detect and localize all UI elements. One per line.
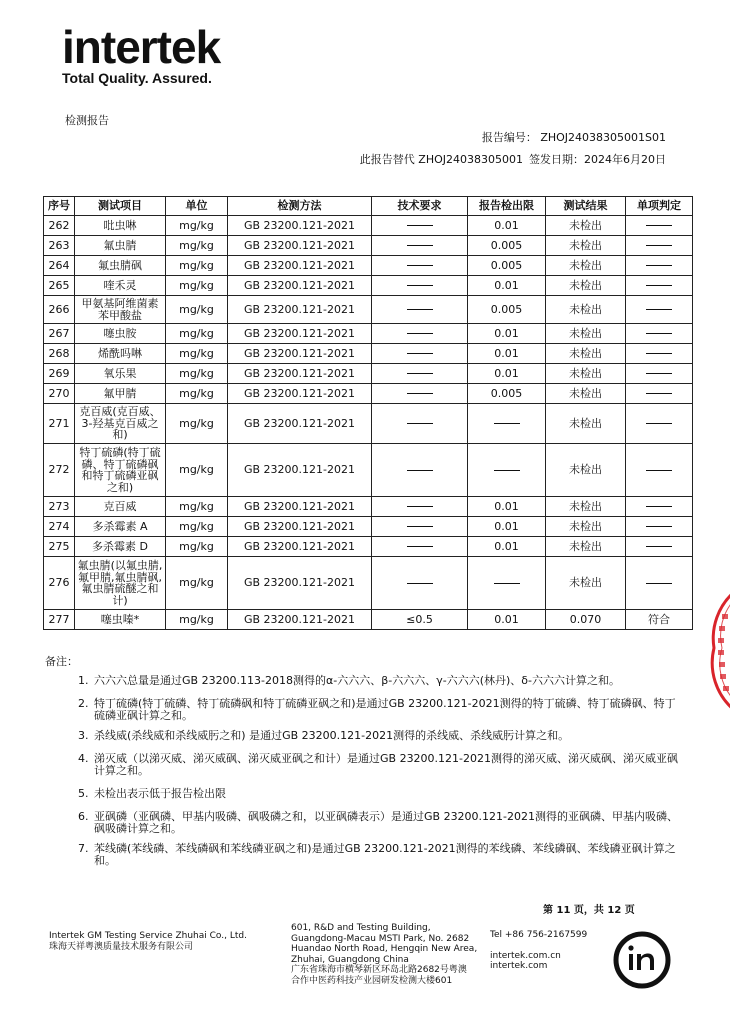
results-table bbox=[43, 196, 693, 630]
test-item: 克百威 bbox=[75, 497, 166, 517]
dash-placeholder bbox=[407, 245, 433, 246]
test-method: GB 23200.121-2021 bbox=[228, 344, 372, 364]
judgement: 符合 bbox=[626, 610, 693, 630]
detection-limit: 0.005 bbox=[468, 236, 546, 256]
unit: mg/kg bbox=[166, 324, 228, 344]
col-header: 检测方法 bbox=[228, 197, 372, 216]
test-result: 0.070 bbox=[546, 610, 626, 630]
table-row bbox=[44, 236, 693, 256]
table-row bbox=[44, 497, 693, 517]
note-item bbox=[62, 730, 679, 742]
test-method: GB 23200.121-2021 bbox=[228, 216, 372, 236]
test-method: GB 23200.121-2021 bbox=[228, 557, 372, 610]
detection-limit: 0.01 bbox=[468, 216, 546, 236]
test-item: 甲氨基阿维菌素苯甲酸盐 bbox=[75, 296, 166, 324]
report-replace-line bbox=[354, 151, 666, 167]
row-number: 263 bbox=[44, 236, 75, 256]
row-number: 267 bbox=[44, 324, 75, 344]
table-row bbox=[44, 324, 693, 344]
address-line: Huandao North Road, Hengqin New Area, bbox=[291, 944, 478, 954]
document-type: 检测报告 bbox=[65, 114, 109, 127]
test-method: GB 23200.121-2021 bbox=[228, 497, 372, 517]
unit: mg/kg bbox=[166, 296, 228, 324]
requirement bbox=[372, 256, 468, 276]
note-number: 4. bbox=[78, 752, 89, 765]
dash-placeholder bbox=[407, 333, 433, 334]
judgement bbox=[626, 216, 693, 236]
detection-limit: 0.01 bbox=[468, 610, 546, 630]
judgement bbox=[626, 497, 693, 517]
requirement bbox=[372, 384, 468, 404]
company-seal-icon bbox=[700, 588, 730, 718]
dash-placeholder bbox=[407, 285, 433, 286]
company-name-en: Intertek GM Testing Service Zhuhai Co., Ltd. bbox=[49, 931, 247, 941]
test-method: GB 23200.121-2021 bbox=[228, 236, 372, 256]
note-item bbox=[62, 788, 679, 800]
detection-limit: 0.01 bbox=[468, 276, 546, 296]
judgement bbox=[626, 236, 693, 256]
dash-placeholder bbox=[646, 265, 672, 266]
dash-placeholder bbox=[407, 373, 433, 374]
col-header: 报告检出限 bbox=[468, 197, 546, 216]
test-item: 烯酰吗啉 bbox=[75, 344, 166, 364]
address-line: Guangdong-Macau MSTI Park, No. 2682 bbox=[291, 933, 470, 944]
test-item: 噻虫胺 bbox=[75, 324, 166, 344]
telephone: Tel +86 756-2167599 bbox=[490, 930, 588, 940]
test-item: 特丁硫磷(特丁硫磷、特丁硫磷砜和特丁硫磷亚砜之和) bbox=[75, 444, 166, 497]
unit: mg/kg bbox=[166, 497, 228, 517]
note-text: 苯线磷(苯线磷、苯线磷砜和苯线磷亚砜之和)是通过GB 23200.121-2021测得的苯线磷、苯线磷砜、苯线磷亚砜计算之和。 bbox=[94, 842, 676, 867]
test-item: 噻虫嗪* bbox=[75, 610, 166, 630]
test-method: GB 23200.121-2021 bbox=[228, 296, 372, 324]
dash-placeholder bbox=[646, 423, 672, 424]
judgement bbox=[626, 344, 693, 364]
table-row bbox=[44, 364, 693, 384]
row-number: 264 bbox=[44, 256, 75, 276]
unit: mg/kg bbox=[166, 444, 228, 497]
test-item: 克百威(克百威、3-羟基克百威之和) bbox=[75, 404, 166, 444]
note-text: 六六六总量是通过GB 23200.113-2018测得的α-六六六、β-六六六、γ-六六六(林丹)、δ-六六六计算之和。 bbox=[94, 674, 620, 687]
test-item: 喹禾灵 bbox=[75, 276, 166, 296]
test-result: 未检出 bbox=[546, 537, 626, 557]
unit: mg/kg bbox=[166, 384, 228, 404]
dash-placeholder bbox=[646, 470, 672, 471]
unit: mg/kg bbox=[166, 344, 228, 364]
replace-info: 此报告替代 ZHOJ24038305001 bbox=[359, 153, 523, 166]
dash-placeholder bbox=[646, 309, 672, 310]
row-number: 268 bbox=[44, 344, 75, 364]
address-line: Zhuhai, Guangdong China bbox=[291, 954, 409, 965]
test-item: 吡虫啉 bbox=[75, 216, 166, 236]
requirement bbox=[372, 517, 468, 537]
row-number: 275 bbox=[44, 537, 75, 557]
test-method: GB 23200.121-2021 bbox=[228, 517, 372, 537]
issue-date: 签发日期：2024年6月20日 bbox=[529, 153, 666, 166]
dash-placeholder bbox=[646, 333, 672, 334]
intertek-logo bbox=[62, 21, 221, 86]
note-item bbox=[62, 753, 679, 777]
dash-placeholder bbox=[646, 506, 672, 507]
table-row bbox=[44, 384, 693, 404]
test-item: 多杀霉素 D bbox=[75, 537, 166, 557]
note-text: 未检出表示低于报告检出限 bbox=[94, 787, 226, 800]
detection-limit bbox=[468, 444, 546, 497]
judgement bbox=[626, 517, 693, 537]
detection-limit: 0.01 bbox=[468, 324, 546, 344]
unit: mg/kg bbox=[166, 216, 228, 236]
note-item bbox=[62, 675, 679, 687]
dash-placeholder bbox=[494, 470, 520, 471]
row-number: 273 bbox=[44, 497, 75, 517]
requirement bbox=[372, 296, 468, 324]
test-method: GB 23200.121-2021 bbox=[228, 324, 372, 344]
detection-limit: 0.01 bbox=[468, 537, 546, 557]
requirement bbox=[372, 404, 468, 444]
note-number: 6. bbox=[78, 810, 89, 823]
dash-placeholder bbox=[407, 583, 433, 584]
company-name-cn: 珠海天祥粤澳质量技术服务有限公司 bbox=[49, 941, 194, 952]
unit: mg/kg bbox=[166, 404, 228, 444]
row-number: 272 bbox=[44, 444, 75, 497]
judgement bbox=[626, 324, 693, 344]
logo-tagline: Total Quality. Assured. bbox=[62, 70, 212, 86]
results-body bbox=[44, 216, 693, 630]
address-line: 广东省珠海市横琴新区环岛北路2682号粤澳 bbox=[291, 965, 467, 975]
note-number: 2. bbox=[78, 697, 89, 710]
test-method: GB 23200.121-2021 bbox=[228, 364, 372, 384]
table-row bbox=[44, 404, 693, 444]
detection-limit: 0.01 bbox=[468, 497, 546, 517]
unit: mg/kg bbox=[166, 276, 228, 296]
table-row bbox=[44, 537, 693, 557]
note-number: 1. bbox=[78, 674, 89, 687]
detection-limit: 0.01 bbox=[468, 517, 546, 537]
col-header: 测试项目 bbox=[75, 197, 166, 216]
row-number: 277 bbox=[44, 610, 75, 630]
notes-title: 备注： bbox=[45, 655, 78, 668]
test-method: GB 23200.121-2021 bbox=[228, 444, 372, 497]
address-line: 601, R&D and Testing Building, bbox=[291, 923, 431, 933]
col-header: 序号 bbox=[44, 197, 75, 216]
table-row bbox=[44, 256, 693, 276]
page-number: 第 11 页，共 12 页 bbox=[543, 905, 635, 916]
note-item bbox=[62, 843, 679, 867]
test-method: GB 23200.121-2021 bbox=[228, 610, 372, 630]
test-item: 氟虫腈 bbox=[75, 236, 166, 256]
table-row bbox=[44, 296, 693, 324]
note-text: 杀线威(杀线威和杀线威肟之和) 是通过GB 23200.121-2021测得的杀线威、杀线威肟计算之和。 bbox=[94, 729, 570, 742]
note-number: 7. bbox=[78, 842, 89, 855]
requirement bbox=[372, 236, 468, 256]
judgement bbox=[626, 276, 693, 296]
judgement bbox=[626, 444, 693, 497]
unit: mg/kg bbox=[166, 517, 228, 537]
test-result: 未检出 bbox=[546, 324, 626, 344]
detection-limit: 0.005 bbox=[468, 296, 546, 324]
table-row bbox=[44, 276, 693, 296]
test-result: 未检出 bbox=[546, 557, 626, 610]
test-result: 未检出 bbox=[546, 444, 626, 497]
judgement bbox=[626, 256, 693, 276]
dash-placeholder bbox=[646, 373, 672, 374]
test-result: 未检出 bbox=[546, 296, 626, 324]
detection-limit bbox=[468, 404, 546, 444]
test-method: GB 23200.121-2021 bbox=[228, 256, 372, 276]
col-header: 技术要求 bbox=[372, 197, 468, 216]
col-header: 单项判定 bbox=[626, 197, 693, 216]
detection-limit: 0.01 bbox=[468, 344, 546, 364]
dash-placeholder bbox=[407, 506, 433, 507]
table-row bbox=[44, 444, 693, 497]
judgement bbox=[626, 384, 693, 404]
col-header: 单位 bbox=[166, 197, 228, 216]
note-item bbox=[62, 811, 679, 835]
dash-placeholder bbox=[646, 583, 672, 584]
row-number: 265 bbox=[44, 276, 75, 296]
test-result: 未检出 bbox=[546, 517, 626, 537]
requirement bbox=[372, 324, 468, 344]
test-item: 氧乐果 bbox=[75, 364, 166, 384]
website: intertek.com bbox=[490, 961, 548, 971]
test-result: 未检出 bbox=[546, 216, 626, 236]
requirement bbox=[372, 276, 468, 296]
detection-limit: 0.005 bbox=[468, 256, 546, 276]
logo-wordmark: intertek bbox=[62, 21, 221, 73]
test-method: GB 23200.121-2021 bbox=[228, 276, 372, 296]
test-result: 未检出 bbox=[546, 497, 626, 517]
test-method: GB 23200.121-2021 bbox=[228, 384, 372, 404]
row-number: 266 bbox=[44, 296, 75, 324]
requirement bbox=[372, 557, 468, 610]
note-item bbox=[62, 698, 679, 722]
unit: mg/kg bbox=[166, 610, 228, 630]
test-method: GB 23200.121-2021 bbox=[228, 537, 372, 557]
test-method: GB 23200.121-2021 bbox=[228, 404, 372, 444]
dash-placeholder bbox=[646, 353, 672, 354]
unit: mg/kg bbox=[166, 557, 228, 610]
dash-placeholder bbox=[646, 526, 672, 527]
row-number: 269 bbox=[44, 364, 75, 384]
unit: mg/kg bbox=[166, 537, 228, 557]
dash-placeholder bbox=[407, 353, 433, 354]
note-number: 3. bbox=[78, 729, 89, 742]
website-cn: intertek.com.cn bbox=[490, 950, 561, 961]
dash-placeholder bbox=[646, 546, 672, 547]
note-text: 特丁硫磷(特丁硫磷、特丁硫磷砜和特丁硫磷亚砜之和)是通过GB 23200.121-2021测得的特丁硫磷、特丁硫磷砜、特丁硫磷亚砜计算之和。 bbox=[94, 697, 676, 722]
table-row bbox=[44, 610, 693, 630]
dash-placeholder bbox=[407, 546, 433, 547]
test-result: 未检出 bbox=[546, 236, 626, 256]
dash-placeholder bbox=[407, 309, 433, 310]
dash-placeholder bbox=[646, 393, 672, 394]
test-result: 未检出 bbox=[546, 276, 626, 296]
dash-placeholder bbox=[407, 265, 433, 266]
judgement bbox=[626, 557, 693, 610]
requirement bbox=[372, 344, 468, 364]
note-text: 涕灭威（以涕灭威、涕灭威砜、涕灭威亚砜之和计）是通过GB 23200.121-2021测得的涕灭威、涕灭威砜、涕灭威亚砜 计算之和。 bbox=[94, 752, 679, 777]
test-item: 多杀霉素 A bbox=[75, 517, 166, 537]
test-result: 未检出 bbox=[546, 364, 626, 384]
dash-placeholder bbox=[646, 245, 672, 246]
report-number: 报告编号： ZHOJ24038305001S01 bbox=[481, 131, 666, 144]
table-row bbox=[44, 517, 693, 537]
judgement bbox=[626, 404, 693, 444]
test-item: 氟虫腈砜 bbox=[75, 256, 166, 276]
row-number: 270 bbox=[44, 384, 75, 404]
address-line: 合作中医药科技产业园研发检测大楼601 bbox=[291, 975, 453, 986]
dash-placeholder bbox=[407, 393, 433, 394]
table-row bbox=[44, 216, 693, 236]
judgement bbox=[626, 296, 693, 324]
dash-placeholder bbox=[407, 225, 433, 226]
requirement: ≤0.5 bbox=[372, 610, 468, 630]
table-header-row bbox=[44, 197, 693, 216]
dash-placeholder bbox=[407, 470, 433, 471]
row-number: 262 bbox=[44, 216, 75, 236]
footer-address bbox=[291, 923, 477, 986]
table-row bbox=[44, 344, 693, 364]
test-result: 未检出 bbox=[546, 344, 626, 364]
table-row bbox=[44, 557, 693, 610]
judgement bbox=[626, 537, 693, 557]
test-result: 未检出 bbox=[546, 404, 626, 444]
dash-placeholder bbox=[646, 225, 672, 226]
footer-company bbox=[49, 931, 247, 952]
intertek-badge-icon bbox=[612, 930, 672, 990]
unit: mg/kg bbox=[166, 236, 228, 256]
test-item: 氟甲腈 bbox=[75, 384, 166, 404]
unit: mg/kg bbox=[166, 364, 228, 384]
col-header: 测试结果 bbox=[546, 197, 626, 216]
requirement bbox=[372, 216, 468, 236]
unit: mg/kg bbox=[166, 256, 228, 276]
test-result: 未检出 bbox=[546, 256, 626, 276]
detection-limit: 0.01 bbox=[468, 364, 546, 384]
dash-placeholder bbox=[494, 423, 520, 424]
dash-placeholder bbox=[407, 526, 433, 527]
judgement bbox=[626, 364, 693, 384]
dash-placeholder bbox=[494, 583, 520, 584]
dash-placeholder bbox=[646, 285, 672, 286]
requirement bbox=[372, 444, 468, 497]
row-number: 276 bbox=[44, 557, 75, 610]
footer-contact bbox=[490, 930, 587, 972]
note-number: 5. bbox=[78, 787, 89, 800]
requirement bbox=[372, 364, 468, 384]
dash-placeholder bbox=[407, 423, 433, 424]
row-number: 274 bbox=[44, 517, 75, 537]
detection-limit bbox=[468, 557, 546, 610]
detection-limit: 0.005 bbox=[468, 384, 546, 404]
requirement bbox=[372, 497, 468, 517]
test-result: 未检出 bbox=[546, 384, 626, 404]
row-number: 271 bbox=[44, 404, 75, 444]
requirement bbox=[372, 537, 468, 557]
note-text: 亚砜磷（亚砜磷、甲基内吸磷、砜吸磷之和，以亚砜磷表示）是通过GB 23200.121-2021测得的亚砜磷、甲基内吸磷、砜吸磷计算之和。 bbox=[94, 810, 679, 835]
test-item: 氟虫腈(以氟虫腈,氟甲腈,氟虫腈砜,氟虫腈硫醚之和计) bbox=[75, 557, 166, 610]
